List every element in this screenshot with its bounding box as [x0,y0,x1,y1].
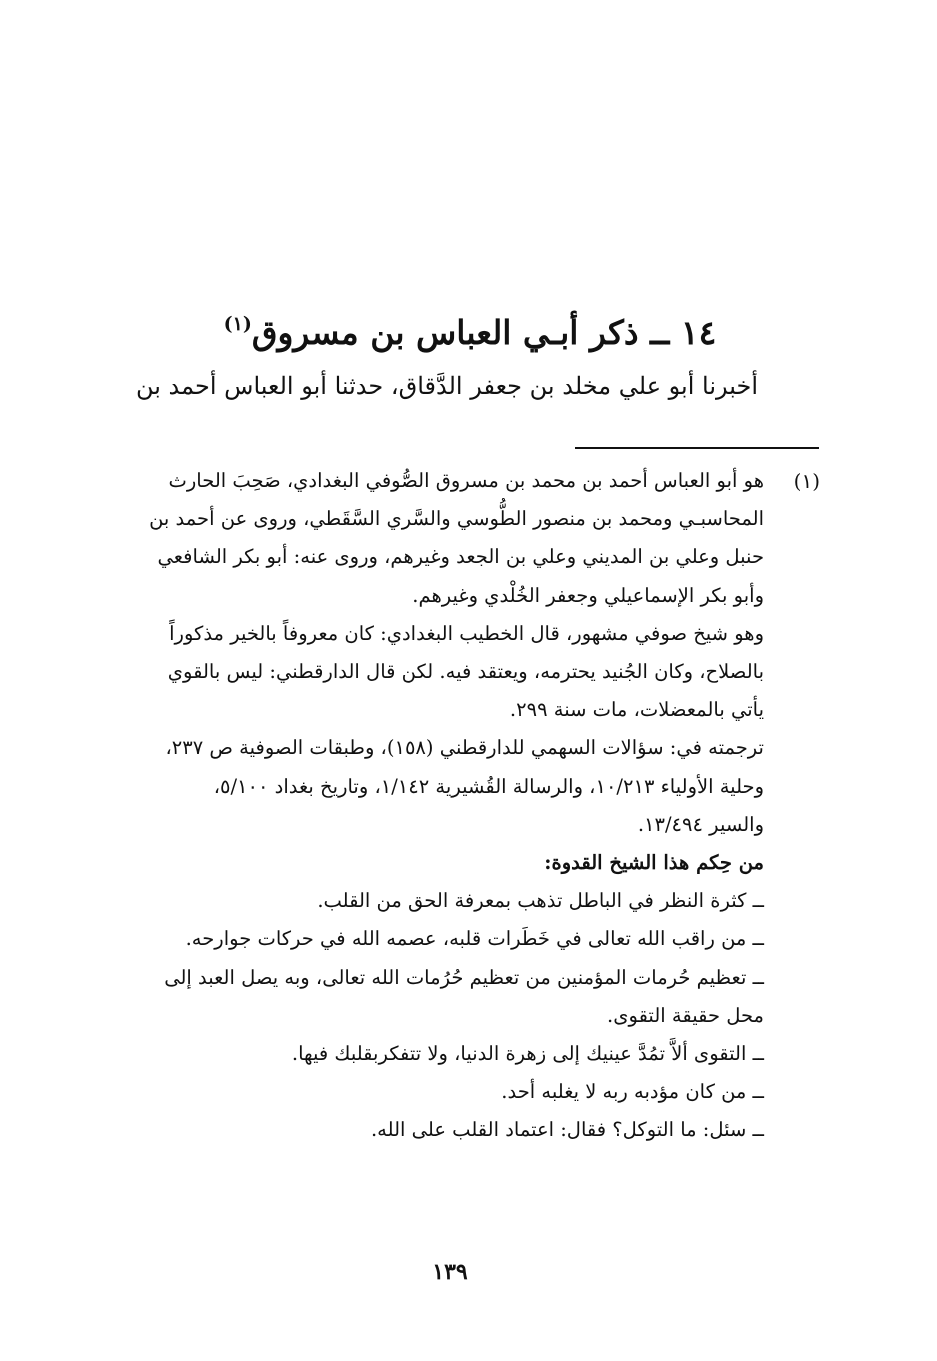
section-heading [150,296,790,361]
footnote-reference: (١) [223,313,252,335]
footnote-line: ترجمته في: سؤالات السهمي للدارقطني (١٥٨)، وطبقات الصوفية ص ٢٣٧، [165,736,764,760]
page-number: ١٣٩ [432,1259,468,1285]
intro-paragraph: أخبرنا أبو علي مخلد بن جعفر الدَّقاق، حدثنا أبو العباس أحمد بن [135,372,758,400]
wisdom-item-continuation: محل حقيقة التقوى. [607,1003,764,1027]
footnote-line: وهو شيخ صوفي مشهور، قال الخطيب البغدادي: كان معروفاً بالخير مذكوراً [169,621,764,645]
footnote-line: والسير ١٣/٤٩٤. [637,812,764,836]
footnote-marker: (١) [793,469,820,493]
footnote-line: يأتي بالمعضلات، مات سنة ٢٩٩. [509,698,764,722]
wisdom-subheading: من حِكم هذا الشيخ القدوة: [544,851,764,875]
wisdom-item: ــ التقوى ألاَّ تمُدَّ عينيك إلى زهرة الدنيا، ولا تتفكربقلبك فيها. [291,1042,764,1066]
footnote-line: بالصلاح، وكان الجُنيد يحترمه، ويعتقد فيه. لكن قال الدارقطني: ليس بالقوي [167,660,764,684]
footnote-line: حنبل وعلي بن المديني وعلي بن الجعد وغيرهم، وروى عنه: أبو بكر الشافعي [157,545,764,569]
footnote-line: المحاسبـي ومحمد بن منصور الطُّوسي والسَّري السَّقَطي، وروى عن أحمد بن [149,507,764,531]
footnote-body [92,462,764,1150]
wisdom-item: ــ كثرة النظر في الباطل تذهب بمعرفة الحق من القلب. [317,889,764,913]
wisdom-item: ــ تعظيم حُرمات المؤمنين من تعظيم حُرُمات الله تعالى، وبه يصل العبد إلى [164,965,764,989]
footnote-line: وحلية الأولياء ١٠/٢١٣، والرسالة القُشيرية ١/١٤٢، وتاريخ بغداد ٥/١٠٠، [213,774,764,798]
footnote-1 [92,462,820,1150]
wisdom-item: ــ سئل: ما التوكل؟ فقال: اعتماد القلب على الله. [370,1118,764,1142]
wisdom-item: ــ من راقب الله تعالى في خَطَرات قلبه، عصمه الله في حركات جوارحه. [185,927,764,951]
footnote-separator [575,447,819,449]
footnotes-area [92,462,820,1150]
footnote-line: وأبو بكر الإسماعيلي وجعفر الخُلْدي وغيرهم. [412,583,764,607]
footnote-line: هو أبو العباس أحمد بن محمد بن مسروق الصُّوفي البغدادي، صَحِبَ الحارث [168,469,764,492]
wisdom-item: ــ من كان مؤدبه ربه لا يغلبه أحد. [501,1080,764,1104]
section-heading-text: ١٤ ــ ذكر أبـي العباس بن مسروق [251,313,717,352]
